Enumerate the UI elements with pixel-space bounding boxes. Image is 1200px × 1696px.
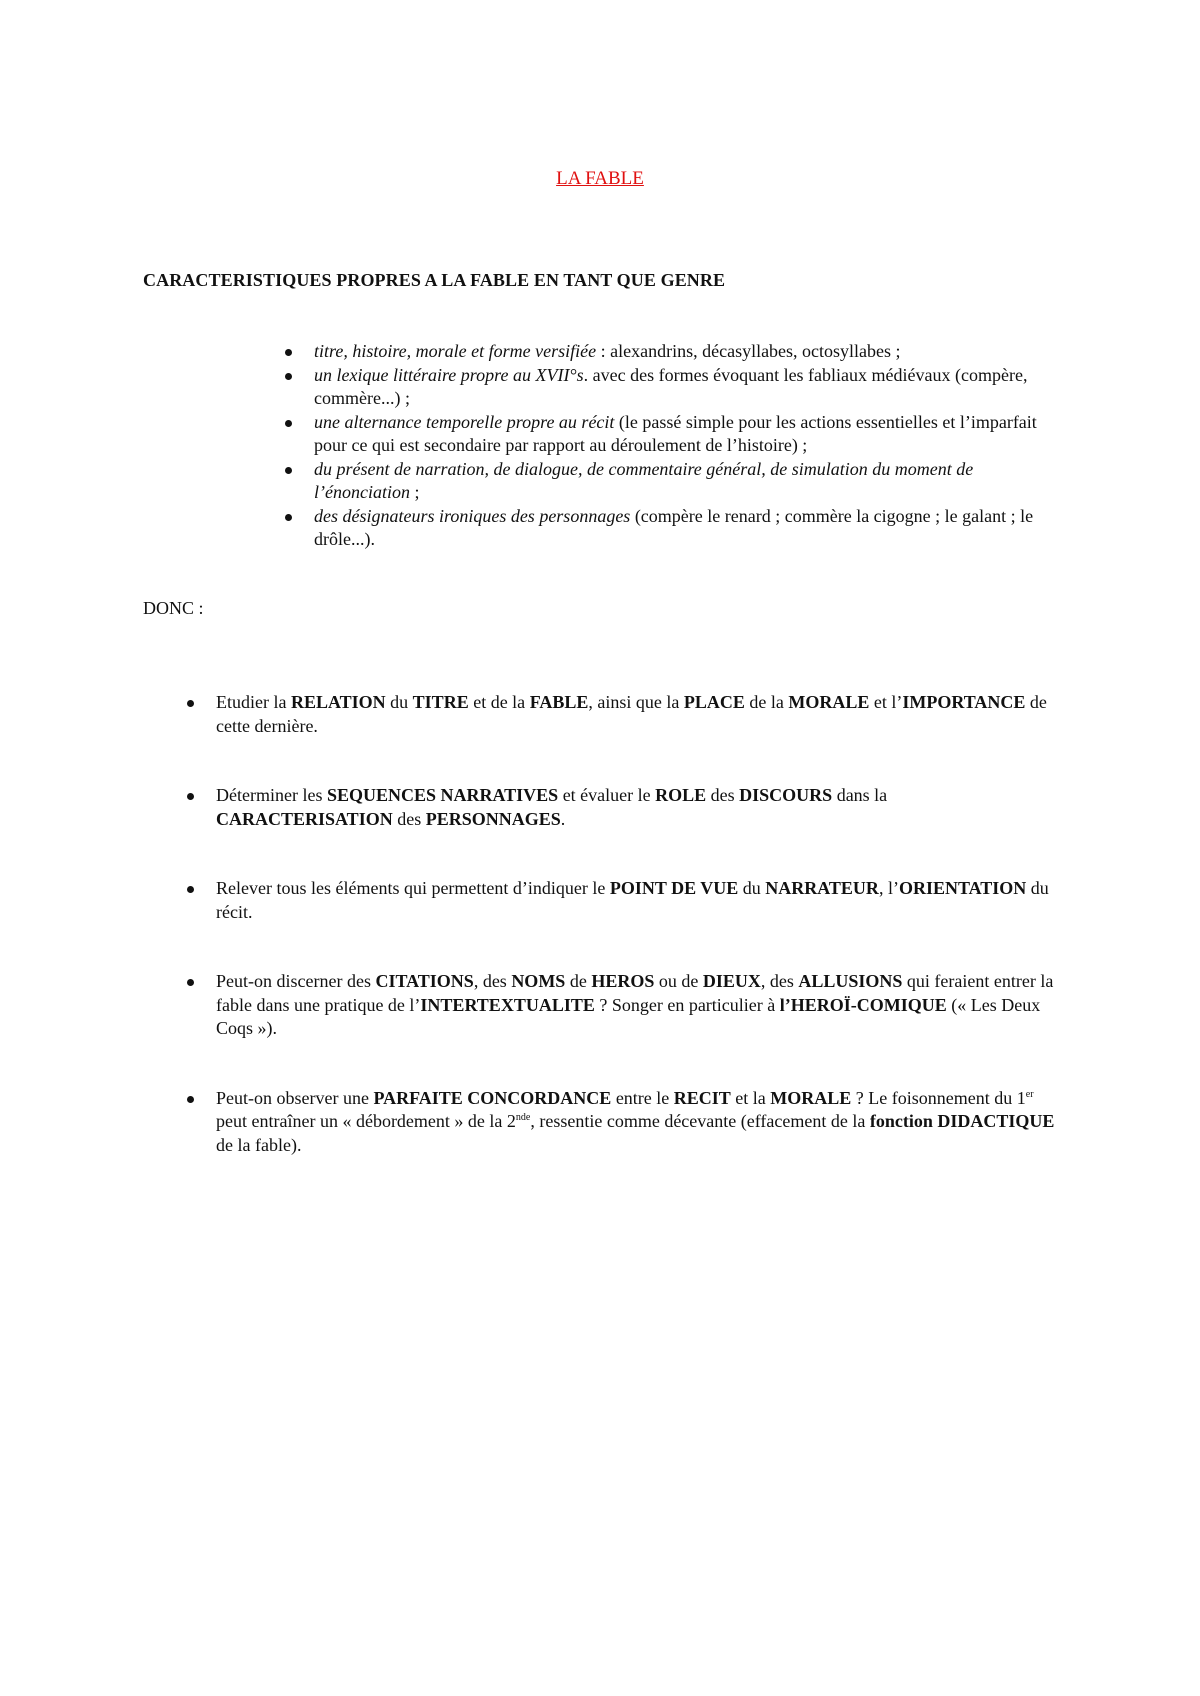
donc-label: DONC : [143,598,204,618]
bullet-icon [187,886,194,893]
bullet-icon [187,979,194,986]
list-item: titre, histoire, morale et forme versifiée : alexandrins, décasyllabes, octosyllabes ; [285,340,1065,364]
list-item: du présent de narration, de dialogue, de commentaire général, de simulation du moment de l’énonciation ; [285,458,1065,505]
bullet-icon [187,793,194,800]
list-item: des désignateurs ironiques des personnages (compère le renard ; commère la cigogne ; le galant ; le drôle...). [285,505,1065,552]
bullet-icon [187,1096,194,1103]
list-item: Déterminer les SEQUENCES NARRATIVES et évaluer le ROLE des DISCOURS dans la CARACTERISATION des PERSONNAGES. [185,784,1065,831]
bullet-icon [187,700,194,707]
bullet-icon [285,373,292,380]
tasks-list [185,691,1065,1203]
document-title: LA FABLE [556,168,644,189]
bullet-icon [285,467,292,474]
bullet-icon [285,420,292,427]
list-item: Peut-on discerner des CITATIONS, des NOMS de HEROS ou de DIEUX, des ALLUSIONS qui feraient entrer la fable dans une pratique de l’INTERTEXTUALITE ? Songer en particulier à l’HEROÏ-COMIQUE (« Les Deux Coqs »). [185,970,1065,1041]
bullet-icon [285,514,292,521]
list-item: Relever tous les éléments qui permettent d’indiquer le POINT DE VUE du NARRATEUR, l’ORIENTATION du récit. [185,877,1065,924]
list-item: une alternance temporelle propre au récit (le passé simple pour les actions essentielles et l’imparfait pour ce qui est secondaire par rapport au déroulement de l’histoire) ; [285,411,1065,458]
list-item: Etudier la RELATION du TITRE et de la FABLE, ainsi que la PLACE de la MORALE et l’IMPORTANCE de cette dernière. [185,691,1065,738]
characteristics-list [285,340,1065,552]
list-item: Peut-on observer une PARFAITE CONCORDANCE entre le RECIT et la MORALE ? Le foisonnement du 1er peut entraîner un « débordement » de la 2nde, ressentie comme décevante (effacement de la fonction DIDACTIQUE de la fable). [185,1087,1065,1158]
list-item: un lexique littéraire propre au XVII°s. avec des formes évoquant les fabliaux médiévaux (compère, commère...) ; [285,364,1065,411]
section-heading: CARACTERISTIQUES PROPRES A LA FABLE EN TANT QUE GENRE [143,270,726,290]
bullet-icon [285,349,292,356]
